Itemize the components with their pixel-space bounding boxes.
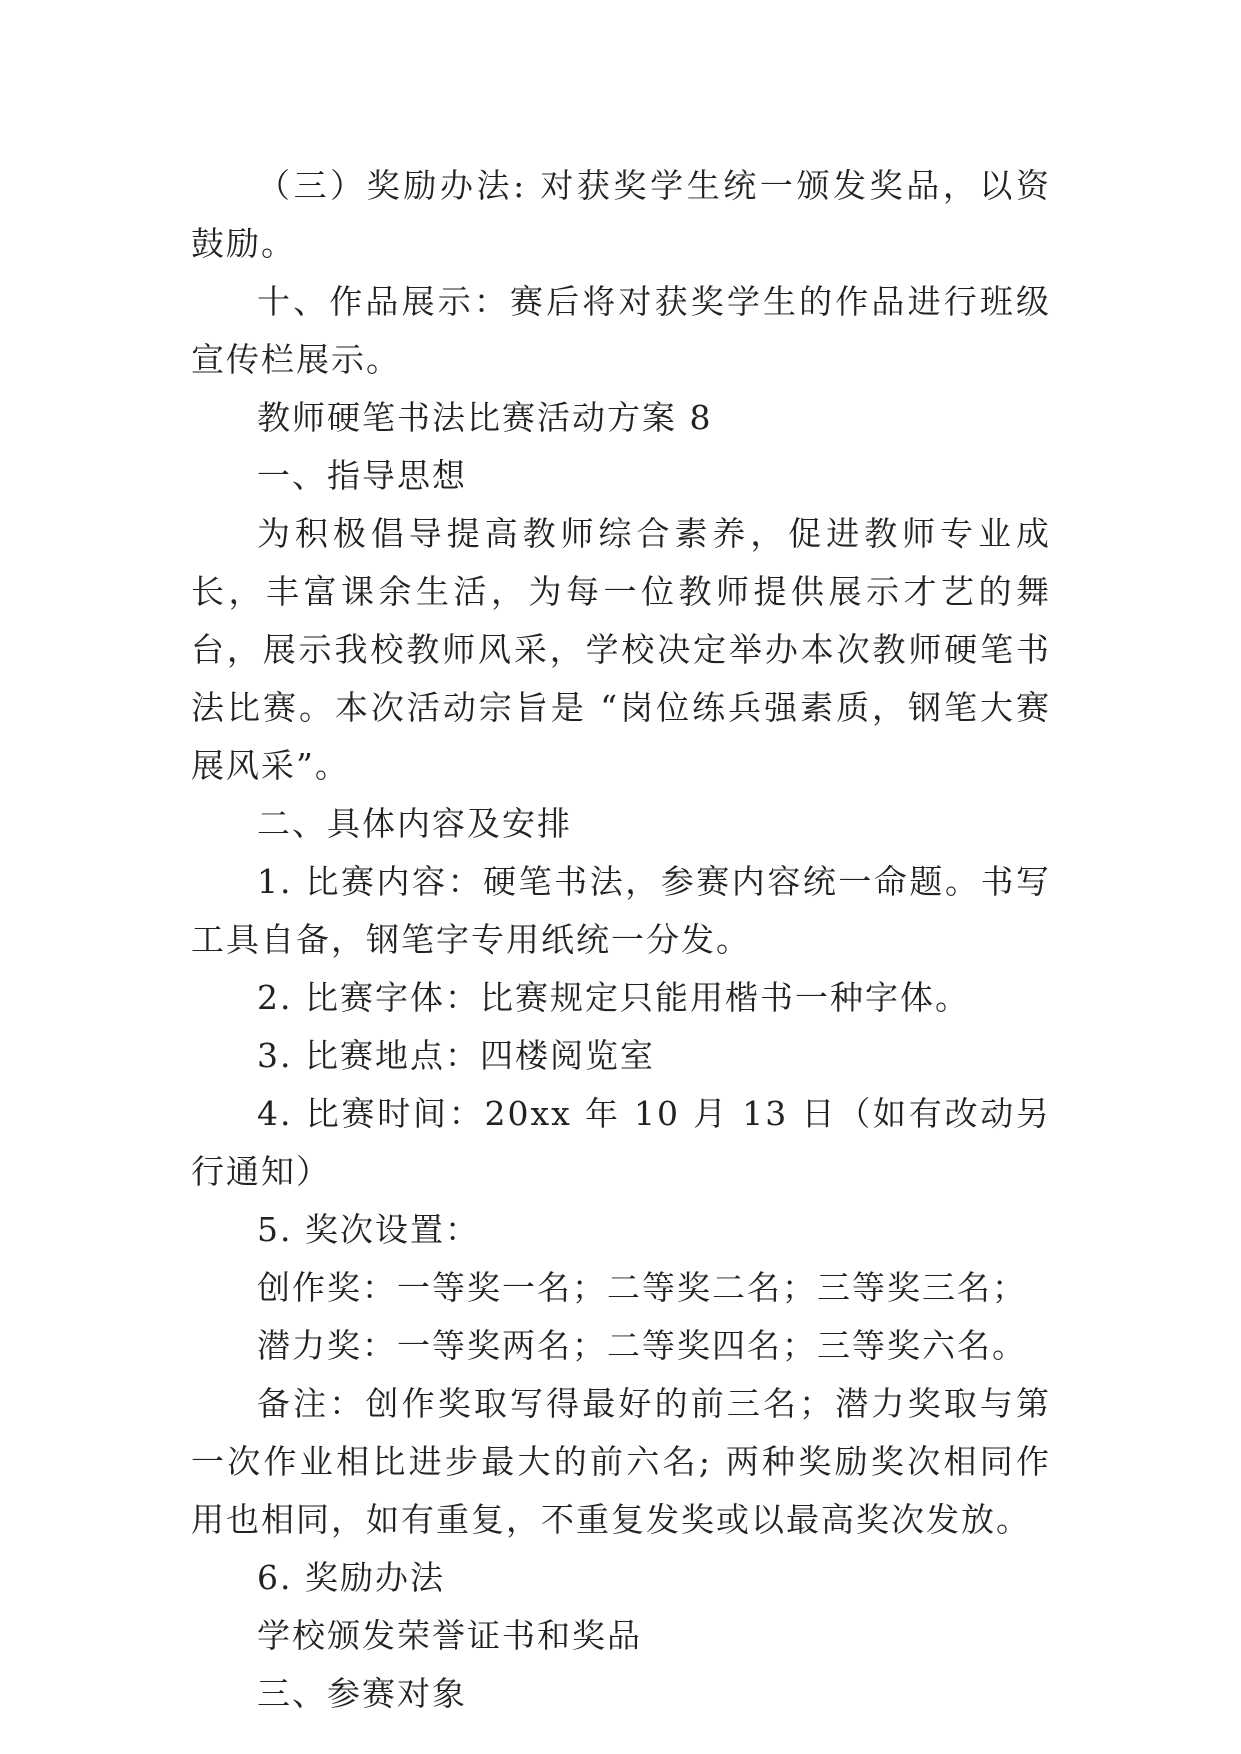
paragraph-reward-detail: 学校颁发荣誉证书和奖品 [257, 1616, 642, 1655]
item-contest-font: 2. 比赛字体：比赛规定只能用楷书一种字体。 [257, 978, 970, 1017]
heading-guiding-thought: 一、指导思想 [257, 456, 467, 495]
heading-content-arrangement: 二、具体内容及安排 [257, 804, 572, 843]
item-award-setting: 5. 奖次设置： [257, 1210, 480, 1249]
paragraph-remark: 备注：创作奖取写得最好的前三名；潜力奖取与第一次作业相比进步最大的前六名; 两种奖励奖次相同作用也相同，如有重复，不重复发奖或以最高奖次发放。 [191, 1384, 1051, 1539]
paragraph-award-method: （三）奖励办法: 对获奖学生统一颁发奖品，以资鼓励。 [191, 166, 1051, 263]
paragraph-work-display: 十、作品展示：赛后将对获奖学生的作品进行班级宣传栏展示。 [191, 282, 1051, 379]
item-reward-method: 6. 奖励办法 [257, 1558, 445, 1597]
item-creation-award: 创作奖：一等奖一名；二等奖二名；三等奖三名； [257, 1268, 1027, 1307]
item-contest-time: 4. 比赛时间：20xx 年 10 月 13 日（如有改动另行通知） [191, 1094, 1051, 1191]
document-body [191, 157, 1051, 1723]
paragraph-guiding-thought: 为积极倡导提高教师综合素养，促进教师专业成长，丰富课余生活，为每一位教师提供展示才艺的舞台，展示我校教师风采，学校决定举办本次教师硬笔书法比赛。本次活动宗旨是 “岗位练兵强素质，钢笔大赛展风采”。 [191, 514, 1051, 785]
item-contest-location: 3. 比赛地点：四楼阅览室 [257, 1036, 655, 1075]
heading-participants: 三、参赛对象 [257, 1674, 467, 1713]
section-title-plan-8: 教师硬笔书法比赛活动方案 8 [257, 398, 713, 437]
item-potential-award: 潜力奖：一等奖两名；二等奖四名；三等奖六名。 [257, 1326, 1027, 1365]
item-contest-content: 1. 比赛内容：硬笔书法，参赛内容统一命题。书写工具自备，钢笔字专用纸统一分发。 [191, 862, 1051, 959]
